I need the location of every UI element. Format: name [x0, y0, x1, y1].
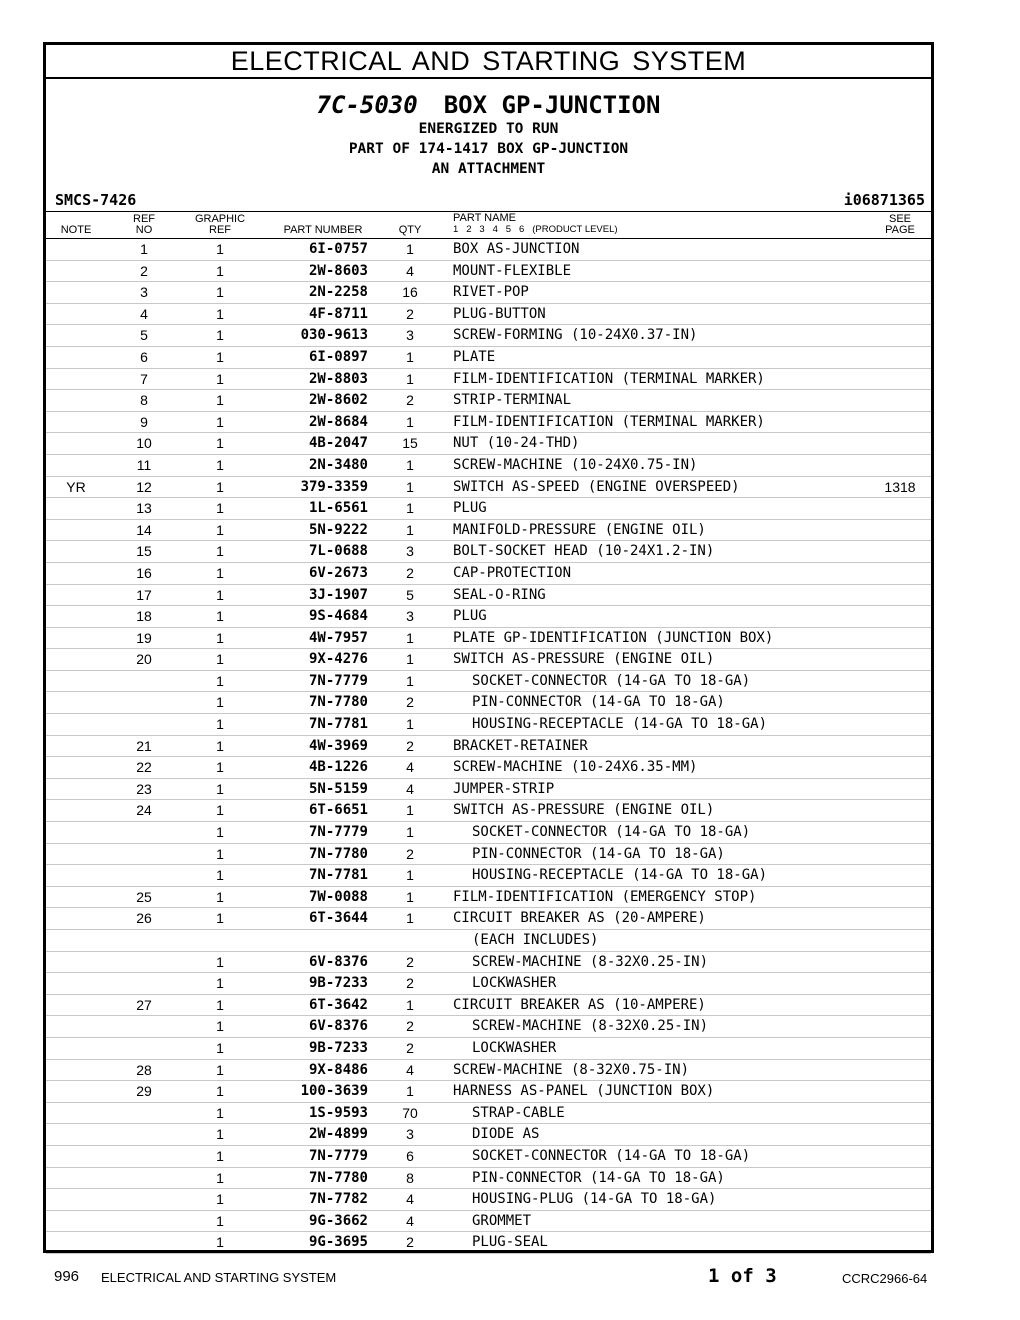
qty-cell: 2: [406, 1039, 414, 1056]
ref-no-cell: 9: [140, 413, 148, 430]
ref-no-cell: 15: [136, 543, 152, 560]
graphic-ref-cell: 1: [216, 262, 224, 279]
part-number-cell: 3J-1907: [308, 586, 368, 603]
qty-cell: 2: [406, 953, 414, 970]
qty-cell: 3: [406, 1126, 414, 1143]
part-name-cell: PIN-CONNECTOR (14-GA TO 18-GA): [472, 694, 725, 711]
part-number-cell: 7N-7780: [308, 694, 368, 711]
graphic-ref-cell: 1: [216, 1061, 224, 1078]
part-number-cell: 9X-4276: [308, 651, 368, 668]
graphic-ref-cell: 1: [216, 716, 224, 733]
image-id: i06871365: [843, 191, 925, 209]
part-name-cell: PLUG: [453, 608, 487, 625]
ref-no-cell: 26: [136, 910, 152, 927]
graphic-ref-cell: 1: [216, 1083, 224, 1100]
qty-cell: 2: [406, 305, 414, 322]
col-ref-top: REF: [133, 213, 155, 225]
qty-cell: 2: [406, 1018, 414, 1035]
part-number-cell: 9B-7233: [308, 1039, 368, 1056]
graphic-ref-cell: 1: [216, 478, 224, 495]
ref-no-cell: 22: [136, 759, 152, 776]
graphic-ref-cell: 1: [216, 608, 224, 625]
part-number-cell: 4W-7957: [308, 629, 368, 646]
part-number-cell: 7L-0688: [308, 543, 368, 560]
footer-page-number: 996: [54, 1268, 80, 1285]
group-heading: [46, 91, 931, 119]
ref-no-cell: 6: [140, 348, 148, 365]
qty-cell: 1: [406, 370, 414, 387]
qty-cell: 1: [406, 910, 414, 927]
graphic-ref-cell: 1: [216, 975, 224, 992]
table-row: [46, 412, 931, 434]
subtitle-1: ENERGIZED TO RUN: [418, 121, 559, 137]
parts-page-frame: [43, 42, 934, 1253]
table-row: [46, 822, 931, 844]
part-name-cell: CIRCUIT BREAKER AS (10-AMPERE): [453, 996, 706, 1013]
part-name-cell: RIVET-POP: [453, 284, 529, 301]
part-name-cell: SCREW-MACHINE (10-24X0.75-IN): [453, 456, 698, 473]
graphic-ref-cell: 1: [216, 564, 224, 581]
part-number-cell: 6V-8376: [308, 953, 368, 970]
qty-cell: 4: [406, 262, 414, 279]
qty-cell: 1: [406, 456, 414, 473]
graphic-ref-cell: 1: [216, 370, 224, 387]
part-name-cell: SWITCH AS-PRESSURE (ENGINE OIL): [453, 651, 715, 668]
ref-no-cell: 27: [136, 996, 152, 1013]
table-row: [46, 1016, 931, 1038]
qty-cell: 2: [406, 845, 414, 862]
part-number-cell: 9G-3662: [308, 1212, 368, 1229]
table-row: [46, 865, 931, 887]
graphic-ref-cell: 1: [216, 456, 224, 473]
section-title: ELECTRICAL AND STARTING SYSTEM: [46, 45, 931, 79]
col-graphic-top: GRAPHIC: [194, 213, 246, 225]
ref-no-cell: 11: [136, 456, 152, 473]
graphic-ref-cell: 1: [216, 543, 224, 560]
part-number-cell: 1S-9593: [308, 1104, 368, 1121]
part-number-cell: 6I-0757: [308, 241, 368, 257]
part-name-cell: SCREW-MACHINE (8-32X0.25-IN): [472, 1018, 709, 1035]
graphic-ref-cell: 1: [216, 1018, 224, 1035]
ref-no-cell: 21: [136, 737, 152, 754]
table-row: [46, 390, 931, 412]
part-number-cell: 5N-9222: [308, 521, 368, 538]
ref-no-cell: 23: [136, 780, 152, 797]
qty-cell: 4: [406, 780, 414, 797]
part-name-cell: SWITCH AS-PRESSURE (ENGINE OIL): [453, 802, 715, 819]
part-number-cell: 6T-6651: [308, 802, 368, 819]
part-name-cell: PLUG-BUTTON: [453, 305, 546, 322]
table-row: [46, 692, 931, 714]
ref-no-cell: 12: [136, 478, 152, 495]
part-number-cell: 6V-8376: [308, 1018, 368, 1035]
subtitle-2: PART OF 174-1417 BOX GP-JUNCTION: [348, 141, 629, 157]
part-number-cell: 4B-2047: [308, 435, 368, 452]
graphic-ref-cell: 1: [216, 996, 224, 1013]
table-row: [46, 433, 931, 455]
table-row: [46, 952, 931, 974]
graphic-ref-cell: 1: [216, 737, 224, 754]
ref-no-cell: 24: [136, 802, 152, 819]
graphic-ref-cell: 1: [216, 1104, 224, 1121]
graphic-ref-cell: 1: [216, 694, 224, 711]
table-row: [46, 908, 931, 930]
table-row: [46, 628, 931, 650]
qty-cell: 5: [406, 586, 414, 603]
part-number-cell: 6I-0897: [308, 348, 368, 365]
part-number-cell: 7N-7779: [308, 672, 368, 689]
table-row: [46, 1038, 931, 1060]
part-number-cell: 2W-8803: [308, 370, 368, 387]
qty-cell: 1: [406, 716, 414, 733]
graphic-ref-cell: 1: [216, 672, 224, 689]
graphic-ref-cell: 1: [216, 1126, 224, 1143]
ref-no-cell: 28: [136, 1061, 152, 1078]
qty-cell: 2: [406, 1234, 414, 1251]
table-row: [46, 714, 931, 736]
part-name-cell: DIODE AS: [472, 1126, 540, 1143]
note-cell: YR: [66, 478, 86, 495]
ref-no-cell: 4: [140, 305, 148, 322]
part-name-cell: MANIFOLD-PRESSURE (ENGINE OIL): [453, 521, 706, 538]
graphic-ref-cell: 1: [216, 392, 224, 409]
qty-cell: 15: [402, 435, 418, 452]
graphic-ref-cell: 1: [216, 1039, 224, 1056]
part-number-cell: 9G-3695: [308, 1234, 368, 1251]
footer-section: ELECTRICAL AND STARTING SYSTEM: [101, 1270, 337, 1285]
part-number-cell: 2W-4899: [308, 1126, 368, 1143]
part-name-cell: STRAP-CABLE: [472, 1104, 565, 1121]
part-name-cell: SWITCH AS-SPEED (ENGINE OVERSPEED): [453, 478, 740, 495]
table-row: [46, 1103, 931, 1125]
graphic-ref-cell: 1: [216, 1147, 224, 1164]
table-row: [46, 671, 931, 693]
qty-cell: 4: [406, 1061, 414, 1078]
table-row: [46, 973, 931, 995]
qty-cell: 6: [406, 1147, 414, 1164]
table-row: [46, 325, 931, 347]
part-name-cell: PIN-CONNECTOR (14-GA TO 18-GA): [472, 1169, 725, 1186]
ref-no-cell: 20: [136, 651, 152, 668]
smcs-code: SMCS-7426: [55, 191, 137, 209]
table-row: [46, 1146, 931, 1168]
part-name-cell: GROMMET: [472, 1212, 532, 1229]
part-number-cell: 4B-1226: [308, 759, 368, 776]
part-name-cell: BOLT-SOCKET HEAD (10-24X1.2-IN): [453, 543, 715, 560]
part-number-cell: 7N-7780: [308, 845, 368, 862]
qty-cell: 2: [406, 694, 414, 711]
ref-no-cell: 25: [136, 888, 152, 905]
part-number-cell: 7N-7779: [308, 824, 368, 841]
part-number-cell: 7N-7779: [308, 1147, 368, 1164]
part-name-cell: PLUG-SEAL: [472, 1234, 548, 1251]
ref-no-cell: 18: [136, 608, 152, 625]
table-row: [46, 541, 931, 563]
graphic-ref-cell: 1: [216, 953, 224, 970]
graphic-ref-cell: 1: [216, 824, 224, 841]
table-row: [46, 239, 931, 261]
subtitle-3: AN ATTACHMENT: [431, 161, 546, 177]
graphic-ref-cell: 1: [216, 802, 224, 819]
col-product-levels: 1 2 3 4 5 6 (PRODUCT LEVEL): [453, 224, 618, 235]
qty-cell: 1: [406, 478, 414, 495]
part-name-cell: SCREW-FORMING (10-24X0.37-IN): [453, 327, 698, 344]
qty-cell: 1: [406, 241, 414, 257]
qty-cell: 4: [406, 1191, 414, 1208]
part-name-cell: CIRCUIT BREAKER AS (20-AMPERE): [453, 910, 706, 927]
graphic-ref-cell: 1: [216, 327, 224, 344]
ref-no-cell: 17: [136, 586, 152, 603]
graphic-ref-cell: 1: [216, 413, 224, 430]
table-row: [46, 498, 931, 520]
graphic-ref-cell: 1: [216, 305, 224, 322]
part-number-cell: 2W-8602: [308, 392, 368, 409]
part-name-cell: FILM-IDENTIFICATION (TERMINAL MARKER): [453, 370, 765, 387]
ref-no-cell: 16: [136, 564, 152, 581]
ref-no-cell: 10: [136, 435, 152, 452]
part-number-cell: 5N-5159: [308, 780, 368, 797]
part-number-cell: 2N-2258: [308, 284, 368, 301]
graphic-ref-cell: 1: [216, 586, 224, 603]
table-row: [46, 1168, 931, 1190]
ref-no-cell: 19: [136, 629, 152, 646]
part-name-cell: BOX AS-JUNCTION: [453, 241, 580, 257]
part-number-cell: 6T-3642: [308, 996, 368, 1013]
table-row: [46, 757, 931, 779]
table-row: [46, 1060, 931, 1082]
part-number-cell: 7N-7781: [308, 716, 368, 733]
ref-no-cell: 1: [140, 241, 148, 257]
page-footer: [0, 1262, 1020, 1292]
table-row: [46, 930, 931, 952]
part-name-cell: NUT (10-24-THD): [453, 435, 580, 452]
table-row: [46, 1211, 931, 1233]
graphic-ref-cell: 1: [216, 1169, 224, 1186]
part-name-cell: SCREW-MACHINE (10-24X6.35-MM): [453, 759, 698, 776]
qty-cell: 3: [406, 327, 414, 344]
part-number-cell: 7W-0088: [308, 888, 368, 905]
col-see-bottom: PAGE: [885, 224, 915, 236]
table-row: [46, 585, 931, 607]
qty-cell: 2: [406, 975, 414, 992]
part-name-cell: PLUG: [453, 500, 487, 517]
qty-cell: 2: [406, 737, 414, 754]
part-number-cell: 379-3359: [300, 478, 368, 495]
qty-cell: 1: [406, 521, 414, 538]
table-row: [46, 779, 931, 801]
part-name-cell: BRACKET-RETAINER: [453, 737, 588, 754]
qty-cell: 1: [406, 824, 414, 841]
footer-code: CCRC2966-64: [842, 1271, 928, 1286]
graphic-ref-cell: 1: [216, 867, 224, 884]
table-row: [46, 800, 931, 822]
graphic-ref-cell: 1: [216, 888, 224, 905]
ref-no-cell: 29: [136, 1083, 152, 1100]
graphic-ref-cell: 1: [216, 910, 224, 927]
part-name-cell: HOUSING-PLUG (14-GA TO 18-GA): [472, 1191, 717, 1208]
ref-no-cell: 13: [136, 500, 152, 517]
part-name-cell: HOUSING-RECEPTACLE (14-GA TO 18-GA): [472, 867, 768, 884]
graphic-ref-cell: 1: [216, 500, 224, 517]
table-row: [46, 1189, 931, 1211]
part-name-cell: SCREW-MACHINE (8-32X0.25-IN): [472, 953, 709, 970]
part-name-cell: SOCKET-CONNECTOR (14-GA TO 18-GA): [472, 1147, 751, 1164]
table-row: [46, 563, 931, 585]
ref-no-cell: 8: [140, 392, 148, 409]
qty-cell: 8: [406, 1169, 414, 1186]
part-number-cell: 7N-7781: [308, 867, 368, 884]
qty-cell: 1: [406, 1083, 414, 1100]
ref-no-cell: 2: [140, 262, 148, 279]
graphic-ref-cell: 1: [216, 241, 224, 257]
part-name-cell: SOCKET-CONNECTOR (14-GA TO 18-GA): [472, 824, 751, 841]
table-row: [46, 649, 931, 671]
part-name-cell: SCREW-MACHINE (8-32X0.75-IN): [453, 1061, 690, 1078]
table-header: [46, 212, 931, 239]
graphic-ref-cell: 1: [216, 1234, 224, 1251]
table-row: [46, 304, 931, 326]
table-row: [46, 520, 931, 542]
part-number-cell: 7N-7780: [308, 1169, 368, 1186]
part-name-cell: PIN-CONNECTOR (14-GA TO 18-GA): [472, 845, 725, 862]
table-row: [46, 261, 931, 283]
part-number-cell: 4F-8711: [308, 305, 368, 322]
part-number-cell: 030-9613: [300, 327, 368, 344]
graphic-ref-cell: 1: [216, 348, 224, 365]
see-page-cell: 1318: [884, 478, 916, 495]
graphic-ref-cell: 1: [216, 780, 224, 797]
group-number: 7C-5030: [316, 91, 418, 119]
table-row: [46, 455, 931, 477]
qty-cell: 1: [406, 413, 414, 430]
col-see-top: SEE: [888, 213, 911, 225]
qty-cell: 1: [406, 500, 414, 517]
part-name-cell: MOUNT-FLEXIBLE: [453, 262, 572, 279]
part-number-cell: 2N-3480: [308, 456, 368, 473]
part-number-cell: 9B-7233: [308, 975, 368, 992]
qty-cell: 1: [406, 996, 414, 1013]
identifier-bar: [46, 189, 931, 212]
part-number-cell: 1L-6561: [308, 500, 368, 517]
graphic-ref-cell: 1: [216, 1212, 224, 1229]
part-name-cell: FILM-IDENTIFICATION (EMERGENCY STOP): [453, 888, 757, 905]
qty-cell: 1: [406, 629, 414, 646]
part-number-cell: 6T-3644: [308, 910, 368, 927]
table-row: [46, 477, 931, 499]
graphic-ref-cell: 1: [216, 284, 224, 301]
part-name-cell: HOUSING-RECEPTACLE (14-GA TO 18-GA): [472, 716, 768, 733]
part-number-cell: 7N-7782: [308, 1191, 368, 1208]
ref-no-cell: 3: [140, 284, 148, 301]
part-number-cell: 2W-8603: [308, 262, 368, 279]
ref-no-cell: 7: [140, 370, 148, 387]
part-name-cell: FILM-IDENTIFICATION (TERMINAL MARKER): [453, 413, 765, 430]
qty-cell: 3: [406, 543, 414, 560]
part-number-cell: 9S-4684: [308, 608, 368, 625]
ref-no-cell: 5: [140, 327, 148, 344]
qty-cell: 1: [406, 348, 414, 365]
part-number-cell: 9X-8486: [308, 1061, 368, 1078]
part-number-cell: 6V-2673: [308, 564, 368, 581]
qty-cell: 2: [406, 392, 414, 409]
qty-cell: 1: [406, 802, 414, 819]
table-row: [46, 347, 931, 369]
col-qty: QTY: [398, 224, 422, 236]
table-row: [46, 369, 931, 391]
part-name-cell: STRIP-TERMINAL: [453, 392, 572, 409]
part-name-cell: PLATE: [453, 348, 496, 365]
qty-cell: 1: [406, 867, 414, 884]
table-row: [46, 282, 931, 304]
graphic-ref-cell: 1: [216, 521, 224, 538]
col-ref-bottom: NO: [135, 224, 153, 236]
graphic-ref-cell: 1: [216, 1191, 224, 1208]
part-name-cell: PLATE GP-IDENTIFICATION (JUNCTION BOX): [453, 629, 774, 646]
part-name-cell: LOCKWASHER: [472, 1039, 557, 1056]
qty-cell: 4: [406, 1212, 414, 1229]
table-row: [46, 995, 931, 1017]
qty-cell: 1: [406, 888, 414, 905]
part-name-cell: SEAL-O-RING: [453, 586, 546, 603]
qty-cell: 2: [406, 564, 414, 581]
part-name-cell: CAP-PROTECTION: [453, 564, 572, 581]
qty-cell: 1: [406, 672, 414, 689]
col-note: NOTE: [60, 224, 92, 236]
col-part-number: PART NUMBER: [283, 224, 363, 236]
graphic-ref-cell: 1: [216, 629, 224, 646]
table-row: [46, 844, 931, 866]
graphic-ref-cell: 1: [216, 759, 224, 776]
part-number-cell: 4W-3969: [308, 737, 368, 754]
part-number-cell: 100-3639: [300, 1083, 368, 1100]
col-graphic-bottom: REF: [209, 224, 231, 236]
ref-no-cell: 14: [136, 521, 152, 538]
graphic-ref-cell: 1: [216, 435, 224, 452]
part-name-cell: (EACH INCLUDES): [472, 932, 599, 948]
group-name: BOX GP-JUNCTION: [443, 91, 661, 119]
part-name-cell: HARNESS AS-PANEL (JUNCTION BOX): [453, 1083, 715, 1100]
part-name-cell: LOCKWASHER: [472, 975, 557, 992]
qty-cell: 4: [406, 759, 414, 776]
qty-cell: 16: [402, 284, 418, 301]
part-number-cell: 2W-8684: [308, 413, 368, 430]
table-row: [46, 887, 931, 909]
graphic-ref-cell: 1: [216, 845, 224, 862]
graphic-ref-cell: 1: [216, 651, 224, 668]
part-name-cell: SOCKET-CONNECTOR (14-GA TO 18-GA): [472, 672, 751, 689]
qty-cell: 3: [406, 608, 414, 625]
parts-table-body: [46, 239, 931, 1254]
table-row: [46, 736, 931, 758]
table-row: [46, 1124, 931, 1146]
table-row: [46, 1232, 931, 1254]
qty-cell: 1: [406, 651, 414, 668]
table-row: [46, 606, 931, 628]
table-row: [46, 1081, 931, 1103]
footer-page-of: 1 of 3: [708, 1265, 777, 1287]
qty-cell: 70: [402, 1104, 418, 1121]
col-part-name: PART NAME: [453, 212, 516, 224]
part-name-cell: JUMPER-STRIP: [453, 780, 555, 797]
